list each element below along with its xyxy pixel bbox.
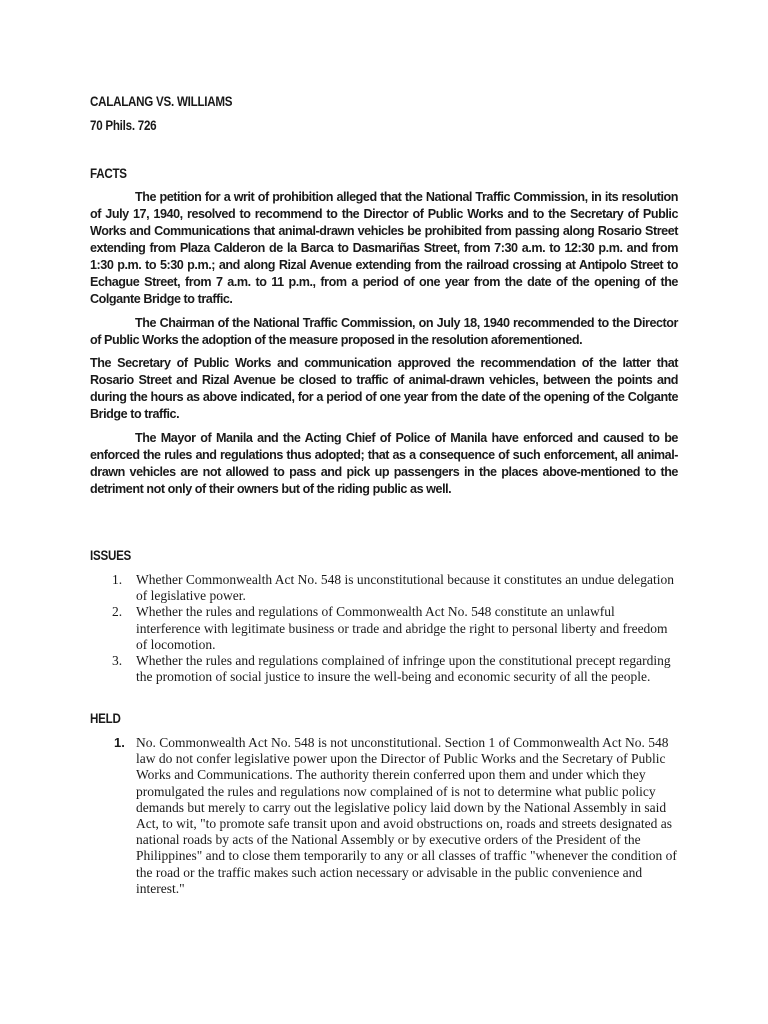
issue-text: Whether the rules and regulations of Commonwealth Act No. 548 constitute an unlawful interference with legitimate business or trade and abridge the right to personal liberty and freedom of locomotion. [136, 604, 668, 652]
issue-item [110, 572, 680, 604]
facts-paragraph-3: The Secretary of Public Works and communication approved the recommendation of the latter that Rosario Street and Rizal Avenue be closed to traffic of animal-drawn vehicles, between the points and during the hours as above indicated, for a period of one year from the date of the opening of the Colgante Bridge to traffic. [90, 356, 678, 421]
case-title: CALALANG VS. WILLIAMS [90, 94, 233, 109]
facts-heading: FACTS [90, 166, 127, 181]
issue-number: 1. [112, 572, 123, 587]
issue-item [110, 653, 680, 685]
held-item [110, 735, 680, 897]
issues-heading: ISSUES [90, 548, 132, 563]
case-citation: 70 Phils. 726 [90, 118, 157, 133]
issues-list [110, 572, 680, 685]
issue-number: 3. [112, 653, 123, 669]
facts-paragraph-4: The Mayor of Manila and the Acting Chief of Police of Manila have enforced and caused to be enforced the rules and regulations thus adopted; that as a consequence of such enforcement, all animal-drawn vehicles are not allowed to pass and pick up passengers in the places above-mentioned to the detriment not only of their owners but of the riding public as well. [90, 431, 678, 496]
facts-paragraph-1: The petition for a writ of prohibition alleged that the National Traffic Commission, in its resolution of July 17, 1940, resolved to recommend to the Director of Public Works and to the Secretary of Public Works and Communications that animal-drawn vehicles be prohibited from passing along Rosario Street extending from Plaza Calderon de la Barca to Dasmariñas Street, from 7:30 a.m. to 12:30 p.m. and from 1:30 p.m. to 5:30 p.m.; and along Rizal Avenue extending from the railroad crossing at Antipolo Street to Echague Street, from 7 a.m. to 11 p.m., from a period of one year from the date of the opening of the Colgante Bridge to traffic. [90, 190, 678, 306]
issue-text: Whether the rules and regulations complained of infringe upon the constitutional precept regarding the promotion of social justice to insure the well-being and economic security of all the people. [136, 653, 671, 685]
issue-number: 2. [112, 604, 123, 620]
issue-item [110, 604, 680, 653]
held-text: No. Commonwealth Act No. 548 is not unconstitutional. Section 1 of Commonwealth Act No. 548 law do not confer legislative power upon the Director of Public Works and the Secretary of Public Works and Communications. The authority therein conferred upon them and under which they promulgated the rules and regulations now complained of is not to determine what public policy demands but merely to carry out the legislative policy laid down by the National Assembly in said Act, to wit, "to promote safe transit upon and avoid obstructions on, roads and streets designated as national roads by acts of the National Assembly or by executive orders of the President of the Philippines" and to close them temporarily to any or all classes of traffic "whenever the condition of the road or the traffic makes such action necessary or advisable in the public convenience and interest." [136, 735, 677, 896]
held-list [110, 735, 680, 897]
facts-paragraph-2: The Chairman of the National Traffic Commission, on July 18, 1940 recommended to the Director of Public Works the adoption of the measure proposed in the resolution aforementioned. [90, 316, 678, 347]
issue-text: Whether Commonwealth Act No. 548 is unconstitutional because it constitutes an undue delegation of legislative power. [136, 572, 675, 604]
held-heading: HELD [90, 711, 121, 726]
held-number: 1. [114, 735, 125, 750]
